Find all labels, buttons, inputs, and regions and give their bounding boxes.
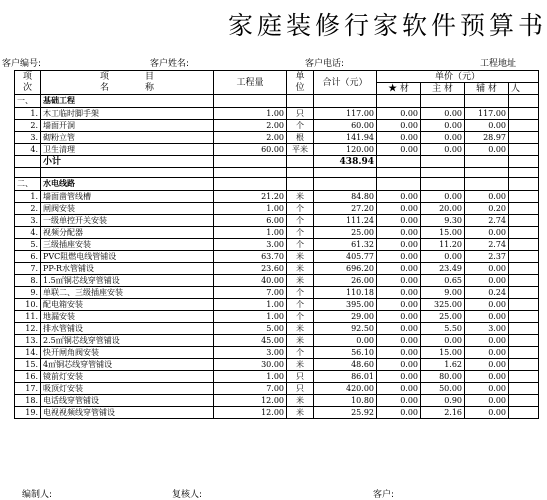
document-title: 家庭装修行家软件预算书 <box>228 11 547 40</box>
table-row <box>15 239 539 251</box>
section-index: 一、 <box>15 95 41 108</box>
aux-material-price: 3.00 <box>465 323 509 335</box>
total-cell: 10.80 <box>314 395 377 407</box>
table-row <box>15 132 539 144</box>
spacer-row <box>15 168 539 178</box>
aux-material-price: 0.00 <box>465 371 509 383</box>
main-material-price: 325.00 <box>421 299 465 311</box>
table-row <box>15 144 539 156</box>
empty-cell <box>377 178 421 191</box>
unit-cell: 个 <box>287 299 314 311</box>
table-row <box>15 251 539 263</box>
quantity-cell: 7.00 <box>214 287 287 299</box>
empty-cell <box>314 95 377 108</box>
row-number: 7. <box>15 263 41 275</box>
quantity-cell: 1.00 <box>214 108 287 120</box>
labor-price <box>509 407 539 419</box>
total-cell: 60.00 <box>314 120 377 132</box>
item-name: 电话线穿管铺设 <box>41 395 214 407</box>
row-number: 1. <box>15 108 41 120</box>
quantity-cell: 1.00 <box>214 371 287 383</box>
main-material-price: 0.90 <box>421 395 465 407</box>
row-number: 8. <box>15 275 41 287</box>
empty-cell <box>509 178 539 191</box>
row-number: 10. <box>15 299 41 311</box>
total-cell: 25.92 <box>314 407 377 419</box>
row-number: 15. <box>15 359 41 371</box>
section-index: 二、 <box>15 178 41 191</box>
header-star-material: ★ 材 <box>377 83 421 95</box>
item-name: 排水管铺设 <box>41 323 214 335</box>
row-number: 3. <box>15 215 41 227</box>
aux-material-price: 0.00 <box>465 383 509 395</box>
row-number: 19. <box>15 407 41 419</box>
main-material-price: 0.00 <box>421 132 465 144</box>
empty-cell <box>314 178 377 191</box>
star-material-price: 0.00 <box>377 215 421 227</box>
labor-price <box>509 215 539 227</box>
unit-cell: 米 <box>287 323 314 335</box>
star-material-price: 0.00 <box>377 251 421 263</box>
star-material-price: 0.00 <box>377 311 421 323</box>
empty-cell <box>287 168 314 178</box>
main-material-price: 9.00 <box>421 287 465 299</box>
section-name: 基础工程 <box>41 95 214 108</box>
empty-cell <box>421 95 465 108</box>
header-main-material: 主 材 <box>421 83 465 95</box>
main-material-price: 5.50 <box>421 323 465 335</box>
main-material-price: 23.49 <box>421 263 465 275</box>
unit-cell: 平米 <box>287 144 314 156</box>
aux-material-price: 0.00 <box>465 407 509 419</box>
aux-material-price: 0.20 <box>465 203 509 215</box>
aux-material-price: 0.00 <box>465 395 509 407</box>
row-number: 11. <box>15 311 41 323</box>
aux-material-price: 0.00 <box>465 359 509 371</box>
table-row <box>15 407 539 419</box>
item-name: 4㎡铜芯线穿管铺设 <box>41 359 214 371</box>
empty-cell <box>421 178 465 191</box>
table-row <box>15 371 539 383</box>
header-unit-price: 单价（元） <box>377 71 539 83</box>
total-cell: 29.00 <box>314 311 377 323</box>
aux-material-price: 117.00 <box>465 108 509 120</box>
item-name: 配电箱安装 <box>41 299 214 311</box>
header-labor: 人 <box>509 83 539 95</box>
star-material-price: 0.00 <box>377 347 421 359</box>
preparer-label: 编制人: <box>22 490 53 500</box>
labor-price <box>509 263 539 275</box>
total-cell: 111.24 <box>314 215 377 227</box>
customer-number-label: 客户编号: <box>2 59 42 69</box>
empty-cell <box>465 95 509 108</box>
item-name: 木工临时脚手架 <box>41 108 214 120</box>
item-name: 镜前灯安装 <box>41 371 214 383</box>
main-material-price: 2.16 <box>421 407 465 419</box>
customer-info-row <box>0 56 540 68</box>
table-row <box>15 395 539 407</box>
table-row <box>15 203 539 215</box>
item-name: 墙面开洞 <box>41 120 214 132</box>
table-row <box>15 299 539 311</box>
star-material-price: 0.00 <box>377 203 421 215</box>
quantity-cell: 7.00 <box>214 383 287 395</box>
empty-cell <box>509 156 539 168</box>
labor-price <box>509 335 539 347</box>
star-material-price: 0.00 <box>377 407 421 419</box>
row-number: 14. <box>15 347 41 359</box>
aux-material-price: 28.97 <box>465 132 509 144</box>
aux-material-price: 0.00 <box>465 191 509 203</box>
header-aux-material: 辅 材 <box>465 83 509 95</box>
section-name: 水电线路 <box>41 178 214 191</box>
item-name: 吸顶灯安装 <box>41 383 214 395</box>
labor-price <box>509 251 539 263</box>
total-cell: 0.00 <box>314 335 377 347</box>
table-row <box>15 359 539 371</box>
empty-cell <box>214 95 287 108</box>
unit-cell: 个 <box>287 347 314 359</box>
main-material-price: 0.00 <box>421 335 465 347</box>
main-material-price: 11.20 <box>421 239 465 251</box>
item-name: 砌粉立管 <box>41 132 214 144</box>
labor-price <box>509 395 539 407</box>
item-name: 视频分配器 <box>41 227 214 239</box>
quantity-cell: 5.00 <box>214 323 287 335</box>
total-cell: 120.00 <box>314 144 377 156</box>
main-material-price: 9.30 <box>421 215 465 227</box>
star-material-price: 0.00 <box>377 359 421 371</box>
total-cell: 84.80 <box>314 191 377 203</box>
subtotal-row <box>15 156 539 168</box>
item-name: 2.5㎡铜芯线穿管铺设 <box>41 335 214 347</box>
item-name: 卫生清理 <box>41 144 214 156</box>
star-material-price: 0.00 <box>377 227 421 239</box>
header-unit: 单 位 <box>287 71 314 95</box>
item-name: 地漏安装 <box>41 311 214 323</box>
quantity-cell: 12.00 <box>214 395 287 407</box>
unit-cell: 米 <box>287 275 314 287</box>
labor-price <box>509 371 539 383</box>
row-number: 3. <box>15 132 41 144</box>
empty-cell <box>509 95 539 108</box>
main-material-price: 80.00 <box>421 371 465 383</box>
empty-cell <box>214 156 287 168</box>
empty-cell <box>314 168 377 178</box>
table-row <box>15 383 539 395</box>
quantity-cell: 12.00 <box>214 407 287 419</box>
total-cell: 110.18 <box>314 287 377 299</box>
quantity-cell: 40.00 <box>214 275 287 287</box>
labor-price <box>509 191 539 203</box>
star-material-price: 0.00 <box>377 263 421 275</box>
unit-cell: 只 <box>287 108 314 120</box>
unit-cell: 米 <box>287 263 314 275</box>
total-cell: 48.60 <box>314 359 377 371</box>
star-material-price: 0.00 <box>377 120 421 132</box>
project-address-label: 工程地址 <box>480 59 517 69</box>
customer-label: 客户: <box>373 490 395 500</box>
customer-phone-label: 客户电话: <box>305 59 345 69</box>
empty-cell <box>377 95 421 108</box>
unit-cell: 只 <box>287 371 314 383</box>
table-row <box>15 120 539 132</box>
star-material-price: 0.00 <box>377 108 421 120</box>
total-cell: 405.77 <box>314 251 377 263</box>
unit-cell: 根 <box>287 132 314 144</box>
unit-cell: 个 <box>287 311 314 323</box>
empty-cell <box>287 156 314 168</box>
star-material-price: 0.00 <box>377 275 421 287</box>
aux-material-price: 0.00 <box>465 275 509 287</box>
unit-cell: 个 <box>287 287 314 299</box>
item-name: 一级单控开关安装 <box>41 215 214 227</box>
labor-price <box>509 132 539 144</box>
row-number: 4. <box>15 227 41 239</box>
unit-cell: 米 <box>287 335 314 347</box>
table-row <box>15 263 539 275</box>
unit-cell: 个 <box>287 215 314 227</box>
unit-cell: 米 <box>287 407 314 419</box>
quantity-cell: 1.00 <box>214 311 287 323</box>
header-total: 合计（元） <box>314 71 377 95</box>
row-number: 1. <box>15 191 41 203</box>
row-number: 9. <box>15 287 41 299</box>
row-number: 4. <box>15 144 41 156</box>
unit-cell: 个 <box>287 203 314 215</box>
quantity-cell: 63.70 <box>214 251 287 263</box>
aux-material-price: 0.00 <box>465 227 509 239</box>
item-name: 三级插座安装 <box>41 239 214 251</box>
main-material-price: 0.00 <box>421 144 465 156</box>
aux-material-price: 0.00 <box>465 335 509 347</box>
table-row <box>15 335 539 347</box>
row-number: 2. <box>15 120 41 132</box>
table-row <box>15 108 539 120</box>
item-name: 快开闸角阀安装 <box>41 347 214 359</box>
total-cell: 696.20 <box>314 263 377 275</box>
item-name: 墙面凿管线槽 <box>41 191 214 203</box>
total-cell: 25.00 <box>314 227 377 239</box>
quantity-cell: 2.00 <box>214 132 287 144</box>
empty-cell <box>421 168 465 178</box>
row-number: 18. <box>15 395 41 407</box>
header-item-name: 项 目 名 称 <box>41 71 214 95</box>
labor-price <box>509 239 539 251</box>
aux-material-price: 0.00 <box>465 120 509 132</box>
total-cell: 420.00 <box>314 383 377 395</box>
customer-name-label: 客户姓名: <box>150 59 190 69</box>
star-material-price: 0.00 <box>377 299 421 311</box>
table-row <box>15 287 539 299</box>
star-material-price: 0.00 <box>377 323 421 335</box>
aux-material-price: 0.24 <box>465 287 509 299</box>
unit-cell: 个 <box>287 239 314 251</box>
total-cell: 86.01 <box>314 371 377 383</box>
labor-price <box>509 383 539 395</box>
empty-cell <box>421 156 465 168</box>
aux-material-price: 0.00 <box>465 263 509 275</box>
total-cell: 92.50 <box>314 323 377 335</box>
main-material-price: 50.00 <box>421 383 465 395</box>
labor-price <box>509 108 539 120</box>
header-item-no: 项 次 <box>15 71 41 95</box>
aux-material-price: 0.00 <box>465 144 509 156</box>
row-number: 17. <box>15 383 41 395</box>
main-material-price: 15.00 <box>421 227 465 239</box>
unit-cell: 米 <box>287 395 314 407</box>
star-material-price: 0.00 <box>377 371 421 383</box>
table-row <box>15 347 539 359</box>
table-row <box>15 227 539 239</box>
subtotal-label: 小计 <box>41 156 214 168</box>
labor-price <box>509 323 539 335</box>
star-material-price: 0.00 <box>377 335 421 347</box>
labor-price <box>509 299 539 311</box>
quantity-cell: 1.00 <box>214 203 287 215</box>
empty-cell <box>214 168 287 178</box>
unit-cell: 米 <box>287 359 314 371</box>
item-name: PP-R水管铺设 <box>41 263 214 275</box>
row-number: 16. <box>15 371 41 383</box>
empty-cell <box>41 168 214 178</box>
total-cell: 117.00 <box>314 108 377 120</box>
main-material-price: 1.62 <box>421 359 465 371</box>
table-row <box>15 191 539 203</box>
empty-cell <box>509 168 539 178</box>
item-name: PVC阻燃电线管铺设 <box>41 251 214 263</box>
quantity-cell: 2.00 <box>214 120 287 132</box>
section-header-row <box>15 178 539 191</box>
aux-material-price: 0.00 <box>465 311 509 323</box>
quantity-cell: 6.00 <box>214 215 287 227</box>
main-material-price: 0.00 <box>421 120 465 132</box>
star-material-price: 0.00 <box>377 287 421 299</box>
empty-cell <box>377 156 421 168</box>
empty-cell <box>465 168 509 178</box>
labor-price <box>509 203 539 215</box>
subtotal-value: 438.94 <box>314 156 377 168</box>
unit-cell: 只 <box>287 383 314 395</box>
aux-material-price: 2.74 <box>465 239 509 251</box>
table-row <box>15 323 539 335</box>
quantity-cell: 23.60 <box>214 263 287 275</box>
aux-material-price: 0.00 <box>465 299 509 311</box>
aux-material-price: 0.00 <box>465 347 509 359</box>
row-number: 5. <box>15 239 41 251</box>
aux-material-price: 2.74 <box>465 215 509 227</box>
labor-price <box>509 275 539 287</box>
star-material-price: 0.00 <box>377 239 421 251</box>
unit-cell: 米 <box>287 251 314 263</box>
main-material-price: 0.00 <box>421 108 465 120</box>
main-material-price: 0.65 <box>421 275 465 287</box>
quantity-cell: 45.00 <box>214 335 287 347</box>
total-cell: 395.00 <box>314 299 377 311</box>
star-material-price: 0.00 <box>377 191 421 203</box>
labor-price <box>509 287 539 299</box>
main-material-price: 0.00 <box>421 251 465 263</box>
labor-price <box>509 359 539 371</box>
labor-price <box>509 120 539 132</box>
quantity-cell: 60.00 <box>214 144 287 156</box>
row-number: 2. <box>15 203 41 215</box>
labor-price <box>509 144 539 156</box>
empty-cell <box>287 178 314 191</box>
main-material-price: 25.00 <box>421 311 465 323</box>
total-cell: 61.32 <box>314 239 377 251</box>
quantity-cell: 1.00 <box>214 299 287 311</box>
total-cell: 26.00 <box>314 275 377 287</box>
star-material-price: 0.00 <box>377 383 421 395</box>
labor-price <box>509 311 539 323</box>
total-cell: 27.20 <box>314 203 377 215</box>
star-material-price: 0.00 <box>377 144 421 156</box>
empty-cell <box>15 168 41 178</box>
budget-table <box>14 70 539 419</box>
table-row <box>15 215 539 227</box>
table-row <box>15 311 539 323</box>
main-material-price: 0.00 <box>421 191 465 203</box>
total-cell: 56.10 <box>314 347 377 359</box>
star-material-price: 0.00 <box>377 132 421 144</box>
empty-cell <box>214 178 287 191</box>
unit-cell: 米 <box>287 191 314 203</box>
item-name: 单联二、三级插座安装 <box>41 287 214 299</box>
empty-cell <box>465 156 509 168</box>
labor-price <box>509 347 539 359</box>
row-number: 6. <box>15 251 41 263</box>
quantity-cell: 30.00 <box>214 359 287 371</box>
quantity-cell: 1.00 <box>214 227 287 239</box>
empty-cell <box>287 95 314 108</box>
quantity-cell: 3.00 <box>214 239 287 251</box>
aux-material-price: 2.37 <box>465 251 509 263</box>
signature-row <box>0 487 520 499</box>
empty-cell <box>377 168 421 178</box>
header-quantity: 工程量 <box>214 71 287 95</box>
row-number: 12. <box>15 323 41 335</box>
quantity-cell: 3.00 <box>214 347 287 359</box>
total-cell: 141.94 <box>314 132 377 144</box>
main-material-price: 15.00 <box>421 347 465 359</box>
item-name: 电视视频线穿管铺设 <box>41 407 214 419</box>
main-material-price: 20.00 <box>421 203 465 215</box>
table-row <box>15 275 539 287</box>
unit-cell: 个 <box>287 120 314 132</box>
reviewer-label: 复核人: <box>172 490 203 500</box>
empty-cell <box>15 156 41 168</box>
labor-price <box>509 227 539 239</box>
section-header-row <box>15 95 539 108</box>
quantity-cell: 21.20 <box>214 191 287 203</box>
unit-cell: 个 <box>287 227 314 239</box>
item-name: 1.5㎡铜芯线穿管铺设 <box>41 275 214 287</box>
item-name: 闸阀安装 <box>41 203 214 215</box>
row-number: 13. <box>15 335 41 347</box>
star-material-price: 0.00 <box>377 395 421 407</box>
empty-cell <box>465 178 509 191</box>
